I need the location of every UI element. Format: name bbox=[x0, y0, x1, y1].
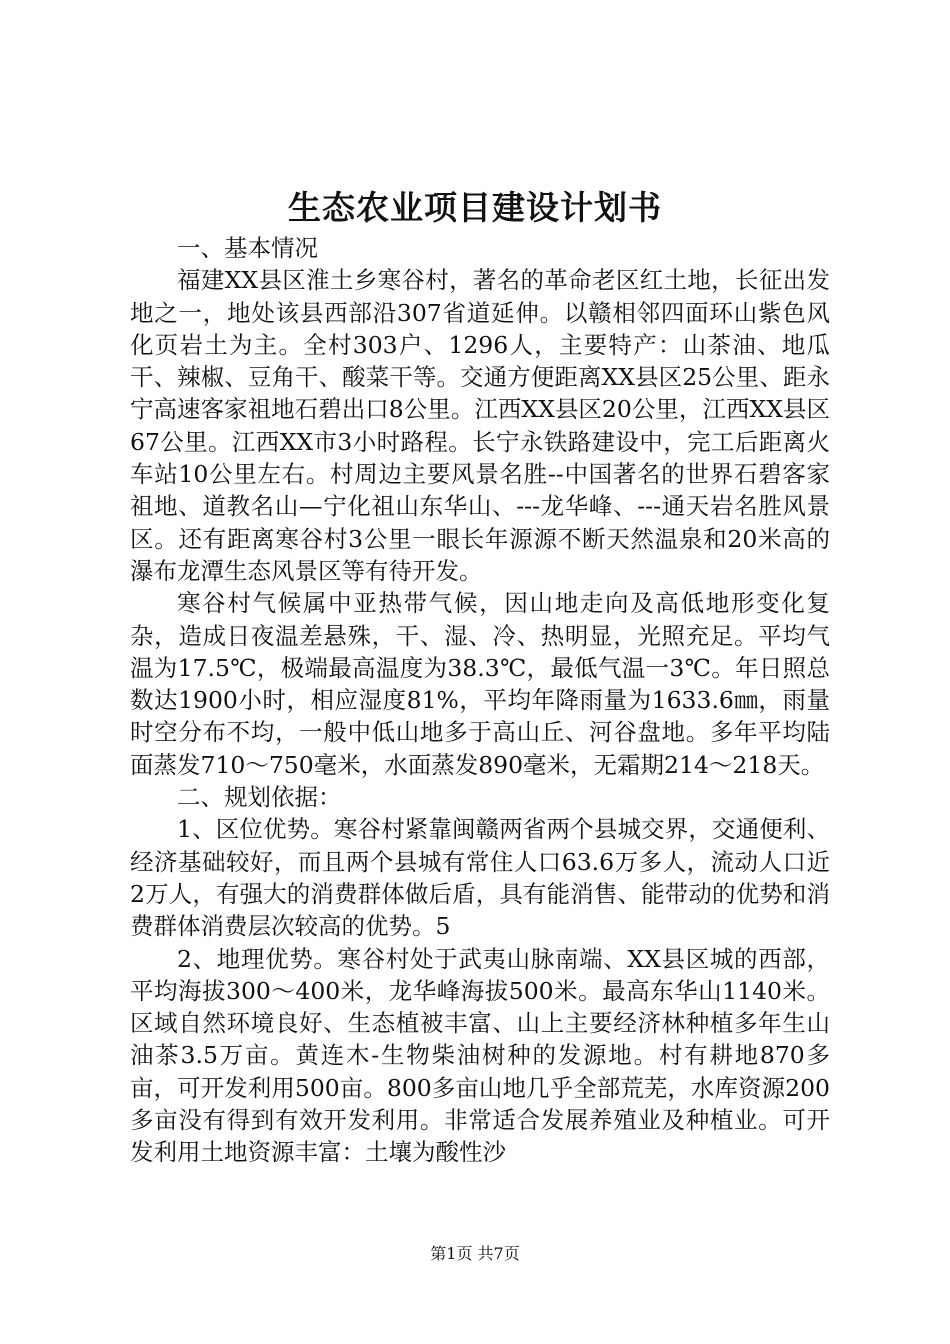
paragraph-location-advantage: 1、区位优势。寒谷村紧靠闽赣两省两个县城交界，交通便利、经济基础较好，而且两个县城有常住人口63.6万多人，流动人口近2万人，有强大的消费群体做后盾，具有能消售、能带动的优势和消费群体消费层次较高的优势。5 bbox=[130, 815, 830, 941]
document-title: 生态农业项目建设计划书 bbox=[288, 188, 662, 227]
page-footer: 第1页 共7页 bbox=[430, 1244, 520, 1263]
paragraph-geographic-advantage: 2、地理优势。寒谷村处于武夷山脉南端、XX县区城的西部，平均海拔300～400米，龙华峰海拔500米。最高东华山1140米。区域自然环境良好、生态植被丰富、山上主要经济林种植多年生山油茶3.5万亩。黄连木-生物柴油树种的发源地。村有耕地870多亩，可开发利用500亩。800多亩山地几乎全部荒芜，水库资源200多亩没有得到有效开发利用。非常适合发展养殖业及种植业。可开发利用土地资源丰富：土壤为酸性沙 bbox=[130, 944, 830, 1167]
section-heading-basic-info: 一、基本情况 bbox=[177, 234, 318, 262]
section-heading-planning-basis: 二、规划依据： bbox=[177, 783, 342, 812]
document-body bbox=[130, 232, 830, 1169]
paragraph-climate: 寒谷村气候属中亚热带气候，因山地走向及高低地形变化复杂，造成日夜温差悬殊，干、湿、冷、热明显，光照充足。平均气温为17.5℃，极端最高温度为38.3℃，最低气温一3℃。年日照总数达1900小时，相应湿度81%，平均年降雨量为1633.6㎜，雨量时空分布不均，一般中低山地多于高山丘、河谷盘地。多年平均陆面蒸发710～750毫米，水面蒸发890毫米，无霜期214～218天。 bbox=[130, 589, 830, 779]
paragraph-location: 福建XX县区淮土乡寒谷村，著名的革命老区红土地，长征出发地之一，地处该县西部沿307省道延伸。以赣相邻四面环山紫色风化页岩土为主。全村303户、1296人，主要特产：山茶油、地瓜干、辣椒、豆角干、酸菜干等。交通方便距离XX县区25公里、距永宁高速客家祖地石碧出口8公里。江西XX县区20公里，江西XX县区67公里。江西XX市3小时路程。长宁永铁路建设中，完工后距离火车站10公里左右。村周边主要风景名胜--中国著名的世界石碧客家祖地、道教名山—宁化祖山东华山、---龙华峰、---通天岩名胜风景区。还有距离寒谷村3公里一眼长年源源不断天然温泉和20米高的瀑布龙潭生态风景区等有待开发。 bbox=[130, 266, 830, 585]
